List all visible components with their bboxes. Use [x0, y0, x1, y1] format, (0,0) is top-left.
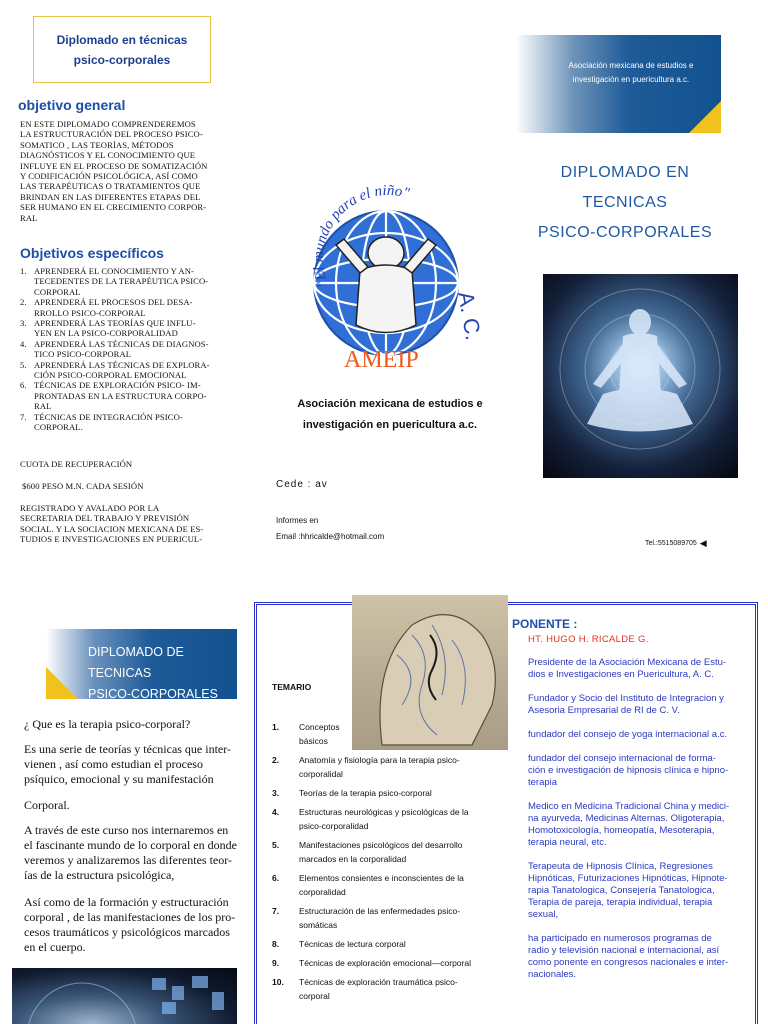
objetivo-item-text [34, 318, 196, 339]
meditation-figure-icon [543, 274, 738, 478]
ponente-line: Homotoxicología, homeopatía, Mesoterapia, [528, 825, 715, 836]
ponente-paragraph [528, 861, 748, 921]
ponente-line: fundador del consejo internacional de forma- [528, 753, 717, 764]
objetivo-text-line: LA ESTRUCTURACIÓN DEL PROCESO PSICO- [20, 129, 203, 140]
ponente-line: fundador del consejo de yoga internacional a.c. [528, 729, 728, 740]
question-text: ¿ Que es la terapia psico-corporal? [24, 717, 191, 731]
objetivo-especifico-item [20, 380, 260, 411]
course-paragraph-line: A través de este curso nos internaremos en [24, 823, 229, 837]
objetivo-text-line: DIAGNÓSTICOS Y EL CONOCIMIENTO QUE [20, 150, 196, 161]
temario-item [272, 720, 487, 748]
objetivo-item-text [34, 297, 193, 318]
ponente-line: radio y televisión nacional e internacional, así [528, 945, 720, 956]
brochure-title-line-1: Diplomado en técnicas [56, 32, 188, 47]
registro-text-line: TUDIOS E INVESTIGACIONES EN PUERICUL- [20, 534, 203, 545]
temario-number: 6. [272, 873, 280, 883]
logo-side-text: A. C. [453, 289, 485, 343]
informes-text: Informes en [276, 516, 319, 525]
temario-number: 1. [272, 722, 280, 732]
objetivo-especifico-item [20, 266, 260, 297]
objetivo-general-heading: objetivo general [18, 97, 126, 113]
intro-paragraph [24, 742, 249, 787]
objetivo-item-line: APRENDERÁ LAS TÉCNICAS DE DIAGNOS- [34, 338, 209, 349]
temario-item-line: marcados en la corporalidad [299, 854, 407, 864]
temario-item-line: psico-corporalidad [299, 821, 369, 831]
temario-item [272, 753, 487, 781]
diplomado-banner [46, 629, 237, 699]
association-name-line-2: investigación en puericultura a.c. [302, 419, 478, 431]
objetivo-item-line: RAL [34, 401, 52, 412]
banner-corner-triangle [689, 101, 721, 133]
phone-icon: ◀ [699, 538, 707, 548]
temario-item [272, 786, 487, 800]
association-banner [516, 35, 721, 133]
temario-item-text [299, 753, 460, 781]
objetivo-item-line: CIÓN PSICO-CORPORAL EMOCIONAL [34, 370, 187, 381]
objetivo-text-line: Y CODIFICACIÓN PSICOLÓGICA, ASÍ COMO [20, 171, 198, 182]
objetivo-number: 2. [20, 297, 27, 308]
objetivo-item-line: TECEDENTES DE LA TERAPÉUTICA PSICO- [34, 276, 209, 287]
course-paragraph-line: veremos y analizaremos las diferentes teor- [24, 853, 233, 867]
objetivo-item-line: YEN EN LA PSICO-CORPORALIDAD [34, 328, 178, 339]
objetivo-especifico-item [20, 318, 260, 339]
objetivos-especificos-list [20, 266, 260, 433]
temario-item-line: somáticas [299, 920, 338, 930]
temario-item [272, 956, 487, 970]
tech-image [12, 968, 237, 1024]
objetivo-item-line: CORPORAL [34, 286, 81, 297]
ponente-line: terapia neural, etc. [528, 837, 607, 848]
tech-grid-icon [12, 968, 237, 1024]
temario-number: 7. [272, 906, 280, 916]
temario-number: 4. [272, 807, 280, 817]
objetivo-item-text [34, 360, 210, 381]
temario-number: 3. [272, 788, 280, 798]
registro-text-line: SECRETARIA DEL TRABAJO Y PREVISIÓN [20, 513, 190, 524]
temario-number: 8. [272, 939, 280, 949]
temario-item-line: corporalidad [299, 887, 346, 897]
diplomado-banner-line-1: DIPLOMADO DE TECNICAS [88, 645, 184, 680]
course-paragraph-line: el fascinante mundo de lo corporal en donde [24, 838, 237, 852]
objetivo-item-line: CORPORAL. [34, 422, 83, 433]
ponente-line: Hipnóticas, Futurizaciones Hipnóticas, Hipnote- [528, 873, 728, 884]
temario-item-line: Manifestaciones psicológicos del desarrollo [299, 840, 463, 850]
objetivo-text-line: SOMATICO , LAS TEORÍAS, MÉTODOS [20, 139, 174, 150]
ponente-line: ción e investigación de hipnosis clínica e hipno- [528, 765, 729, 776]
objetivo-number: 5. [20, 359, 27, 370]
ponente-paragraph [528, 693, 748, 717]
ponente-line: rapia Tanatologica, Consejería Tanatologica, [528, 885, 715, 896]
temario-item-text [299, 871, 464, 899]
association-name [290, 394, 490, 436]
objetivo-especifico-item [20, 360, 260, 381]
objetivo-item-text [34, 339, 209, 360]
objetivo-item-line: APRENDERÁ EL PROCESOS DEL DESA- [34, 297, 193, 308]
objetivos-especificos-heading: Objetivos específicos [20, 245, 164, 261]
globe-logo-icon [288, 175, 485, 372]
email-text: Email :hhricalde@hotmail.com [276, 532, 385, 541]
temario-item-line: Conceptos [299, 722, 340, 732]
ponente-line: Asesoria Empresarial de RI de C. V. [528, 705, 680, 716]
temario-item [272, 904, 487, 932]
banner-corner-triangle-left [46, 667, 78, 699]
objetivo-number: 6. [20, 380, 27, 391]
association-banner-line-2: investigación en puericultura a.c. [572, 75, 690, 84]
intro-paragraph-line: Es una serie de teorías y técnicas que inter- [24, 742, 232, 756]
formation-paragraph-line: cesos traumáticos y psicológicos marcados [24, 925, 230, 939]
temario-item-text [299, 904, 460, 932]
ponente-name: HT. HUGO H. RICALDE G. [528, 634, 649, 645]
ponente-line: sexual, [528, 909, 559, 920]
ponente-line: como ponente en congresos nacionales e inter- [528, 957, 729, 968]
objetivo-item-line: TICO PSICO-CORPORAL [34, 349, 132, 360]
temario-item-line: Estructuras neurológicas y psicológicas de la [299, 807, 469, 817]
course-paragraph [24, 823, 249, 883]
temario-item [272, 871, 487, 899]
temario-item-text [299, 937, 406, 951]
logo-arc-text: "El mundo para el niño" [310, 182, 411, 290]
ponente-heading: PONENTE : [512, 617, 578, 631]
association-name-line-1: Asociación mexicana de estudios e [297, 398, 483, 410]
temario-item [272, 937, 487, 951]
diplomado-main-title-line-2: PSICO-CORPORALES [537, 224, 713, 241]
objetivo-item-line: PRONTADAS EN LA ESTRUCTURA CORPO- [34, 390, 207, 401]
ameip-logo [288, 175, 485, 372]
temario-item-line: Estructuración de las enfermedades psico- [299, 906, 461, 916]
temario-item-line: Técnicas de exploración traumática psico- [299, 977, 458, 987]
cuota-value: $600 PESO M.N. CADA SESIÓN [22, 481, 144, 491]
ponente-paragraph [528, 801, 748, 849]
registro-text [20, 503, 260, 545]
course-paragraph-line: ías de la estructura psicológica, [24, 868, 175, 882]
brochure-title-line-2: psico-corporales [73, 52, 171, 67]
ponente-line: Terapia de pareja, terapia individual, terapia [528, 897, 713, 908]
formation-paragraph-line: corporal , de las manifestaciones de los pro- [24, 910, 236, 924]
diplomado-main-title-line-1: DIPLOMADO EN TECNICAS [560, 164, 690, 211]
objetivo-item-line: TÉCNICAS DE EXPLORACIÓN PSICO- IM- [34, 380, 201, 391]
temario-item-text [299, 720, 340, 748]
objetivo-item-line: APRENDERÁ LAS TÉCNICAS DE EXPLORA- [34, 359, 210, 370]
temario-number: 9. [272, 958, 280, 968]
ponente-line: nacionales. [528, 969, 577, 980]
objetivo-text-line: LAS TERAPÉUTICAS O TRATAMIENTOS QUE [20, 181, 201, 192]
ponente-paragraph [528, 729, 748, 741]
formation-paragraph [24, 895, 249, 955]
ponente-line: ha participado en numerosos programas de [528, 933, 712, 944]
registro-text-line: REGISTRADO Y AVALADO POR LA [20, 503, 160, 513]
corporal-word: Corporal. [24, 798, 70, 812]
objetivo-item-text [34, 412, 183, 433]
objetivo-number: 1. [20, 266, 27, 276]
temario-item-line: Anatomía y fisiología para la terapia psico- [299, 755, 460, 765]
temario-item-line: corporal [299, 991, 330, 1001]
objetivo-especifico-item [20, 339, 260, 360]
objetivo-number: 3. [20, 318, 27, 329]
objetivo-text-line: EN ESTE DIPLOMADO COMPRENDEREMOS [20, 119, 196, 129]
objetivo-especifico-item [20, 297, 260, 318]
ponente-line: na ayurveda, Medicinas Alternas. Oligoterapia, [528, 813, 725, 824]
ponente-bio [528, 657, 748, 993]
objetivo-number: 7. [20, 411, 27, 422]
temario-heading: TEMARIO [272, 682, 312, 692]
objetivo-text-line: SER HUMANO EN EL CRECIMIENTO CORPOR- [20, 202, 207, 213]
temario-item-line: Técnicas de lectura corporal [299, 939, 406, 949]
objetivo-general-text [20, 119, 255, 223]
meditation-image [543, 274, 738, 478]
formation-paragraph-line: Así como de la formación y estructuración [24, 895, 229, 909]
temario-item-text [299, 805, 469, 833]
objetivo-number: 4. [20, 338, 27, 349]
ponente-line: dios e Investigaciones en Puericultura, A. C. [528, 669, 714, 680]
temario-item-line: corporalidal [299, 769, 343, 779]
objetivo-item-line: RROLLO PSICO-CORPORAL [34, 307, 146, 318]
ponente-paragraph [528, 657, 748, 681]
temario-item-line: básicos [299, 736, 328, 746]
temario-number: 5. [272, 840, 280, 850]
objetivo-especifico-item [20, 412, 260, 433]
ponente-line: Medico en Medicina Tradicional China y medici- [528, 801, 730, 812]
objetivo-item-line: APRENDERÁ LAS TEORÍAS QUE INFLU- [34, 318, 196, 329]
registro-text-line: SOCIAL. Y LA SOCIACION MEXICANA DE ES- [20, 523, 204, 534]
ponente-line: Presidente de la Asociación Mexicana de Estu- [528, 657, 727, 668]
temario-item-text [299, 975, 458, 1003]
association-banner-text [546, 59, 716, 87]
temario-item-line: Técnicas de exploración emocional—corporal [299, 958, 471, 968]
ponente-line: terapia [528, 777, 558, 788]
objetivo-text-line: INFLUYE EN EL PROCESO DE SOMATIZACIÓN [20, 160, 208, 171]
temario-number: 10. [272, 977, 284, 987]
temario-item-text [299, 956, 471, 970]
diplomado-banner-text [88, 642, 237, 705]
ponente-paragraph [528, 753, 748, 789]
intro-paragraph-line: vienen , así como estudian el proceso [24, 757, 203, 771]
temario-item-text [299, 838, 462, 866]
phone-info [645, 538, 707, 549]
logo-bottom-text: AMEIP [344, 347, 419, 372]
objetivo-item-line: APRENDERÁ EL CONOCIMIENTO Y AN- [34, 266, 195, 276]
objetivo-text-line: BRINDAN EN LAS DIFERENTES ETAPAS DEL [20, 191, 201, 202]
ponente-line: Fundador y Socio del Instituto de Integracion y [528, 693, 724, 704]
temario-item-line: Elementos consientes e inconscientes de la [299, 873, 464, 883]
association-banner-line-1: Asociación mexicana de estudios e [568, 61, 694, 70]
ponente-paragraph [528, 933, 748, 981]
temario-list [272, 720, 487, 1008]
temario-item [272, 838, 487, 866]
intro-paragraph-line: psíquico, emocional y su manifestación [24, 772, 214, 786]
objetivo-text-line: RAL [20, 212, 38, 223]
brochure-title-box [33, 16, 211, 83]
temario-item-text [299, 786, 432, 800]
cuota-label: CUOTA DE RECUPERACIÓN [20, 459, 133, 469]
temario-item-line: Teorías de la terapia psico-corporal [299, 788, 432, 798]
objetivo-item-text [34, 266, 208, 297]
formation-paragraph-line: en el cuerpo. [24, 940, 86, 954]
ponente-line: Terapeuta de Hipnosis Clínica, Regresiones [528, 861, 713, 872]
temario-item [272, 975, 487, 1003]
cede-text: Cede : av [276, 479, 328, 490]
diplomado-banner-line-2: PSICO-CORPORALES [88, 687, 218, 701]
temario-item [272, 805, 487, 833]
phone-number: Tel.:5515089705 [645, 540, 697, 547]
objetivo-item-line: TÉCNICAS DE INTEGRACIÓN PSICO- [34, 411, 183, 422]
temario-number: 2. [272, 755, 280, 765]
diplomado-main-title [525, 158, 725, 248]
objetivo-item-text [34, 380, 207, 411]
